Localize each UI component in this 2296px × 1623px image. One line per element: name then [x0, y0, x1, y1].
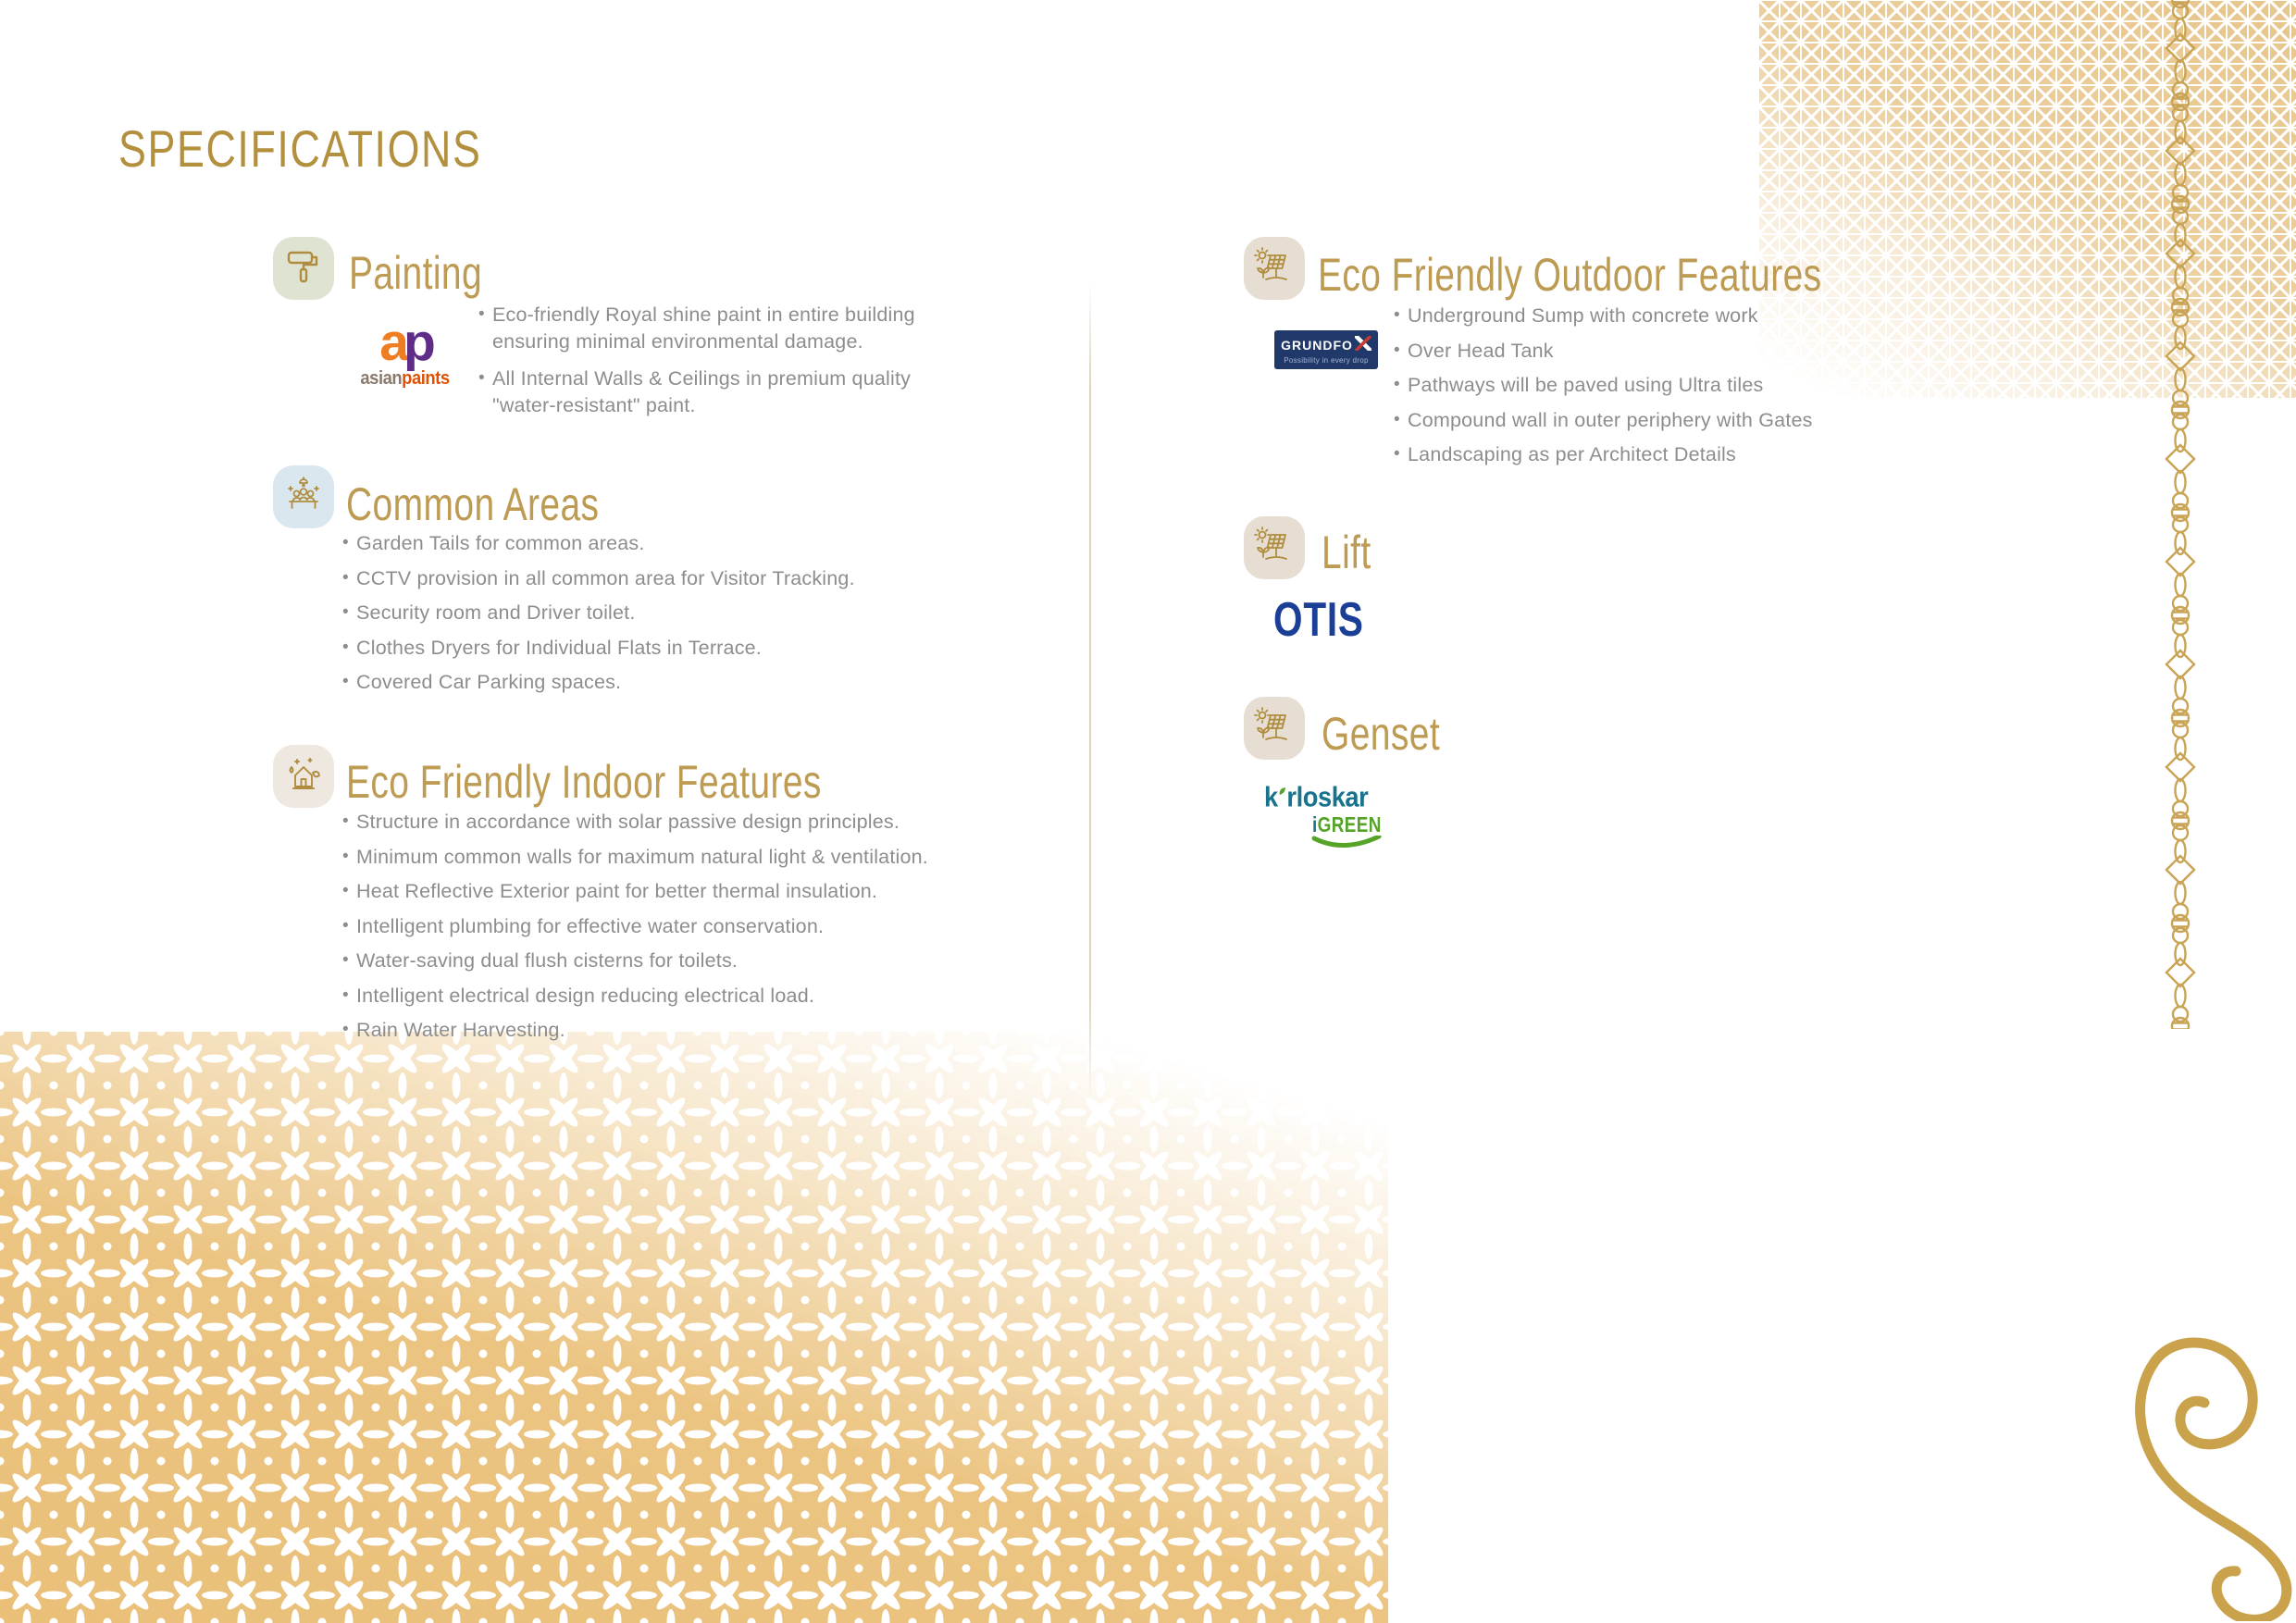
list-item [342, 844, 990, 871]
list-item [342, 530, 990, 557]
bullet-text: Security room and Driver toilet. [356, 601, 636, 624]
asianpaints-wordmark [360, 368, 450, 390]
otis-logo: OTIS [1273, 593, 1364, 647]
genset-section-title: Genset [1322, 708, 1441, 760]
solar-panel-icon [1252, 244, 1297, 293]
solar-panel-icon [1252, 704, 1297, 753]
list-item [342, 635, 990, 662]
bullet-text: Clothes Dryers for Individual Flats in Terrace. [356, 636, 762, 659]
eco-outdoor-bullets [1394, 303, 1967, 477]
list-item [1394, 372, 1967, 399]
list-item [478, 365, 978, 418]
asianpaints-word-asian: asian [360, 368, 403, 389]
bullet-text: CCTV provision in all common area for Visitor Tracking. [356, 566, 855, 589]
asianpaints-word-paints: paints [402, 368, 450, 389]
bullet-text: Over Head Tank [1408, 339, 1554, 362]
common-areas-section-icon [273, 465, 334, 528]
painting-section-icon [273, 237, 334, 300]
list-item [342, 983, 990, 1010]
bullet-text: Underground Sump with concrete work [1408, 304, 1758, 327]
list-item [1394, 338, 1967, 365]
people-bench-icon [281, 473, 326, 522]
grundfos-x-icon [1355, 336, 1371, 355]
bullet-text: Structure in accordance with solar passive design principles. [356, 811, 900, 833]
list-item [342, 600, 990, 626]
bullet-text: Eco-friendly Royal shine paint in entire building ensuring minimal environmental damage. [492, 304, 915, 353]
grundfos-logo [1274, 330, 1378, 369]
eco-house-icon [281, 752, 326, 801]
column-divider [1089, 282, 1091, 1101]
bullet-text: Water-saving dual flush cisterns for toilets. [356, 949, 738, 972]
bullet-text: Covered Car Parking spaces. [356, 671, 622, 693]
petal-pattern-bottomleft [0, 1032, 1388, 1623]
painting-bullets [478, 302, 978, 429]
bullet-text: All Internal Walls & Ceilings in premium quality "water-resistant" paint. [492, 367, 912, 416]
list-item [342, 913, 990, 940]
list-item [342, 878, 990, 905]
grundfos-tagline: Possibility in every drop [1284, 355, 1369, 365]
genset-section-icon [1244, 697, 1305, 760]
kirloskar-leaf-icon [1279, 772, 1286, 801]
eco-outdoor-section-title: Eco Friendly Outdoor Features [1318, 249, 1822, 301]
bullet-text: Intelligent plumbing for effective water conservation. [356, 914, 825, 937]
list-item [342, 669, 990, 696]
list-item [478, 302, 978, 354]
common-areas-section-title: Common Areas [346, 478, 600, 530]
lift-section-icon [1244, 516, 1305, 579]
paint-roller-icon [281, 244, 326, 293]
bullet-text: Pathways will be paved using Ultra tiles [1408, 374, 1764, 396]
chain-ornament [2143, 0, 2217, 1029]
lift-section-title: Lift [1322, 527, 1371, 578]
swirl-ornament [2121, 1332, 2296, 1621]
eco-indoor-section-icon [273, 745, 334, 808]
eco-indoor-bullets [342, 809, 990, 1052]
eco-indoor-section-title: Eco Friendly Indoor Features [346, 756, 822, 808]
asianpaints-monogram-p: p [403, 313, 430, 372]
painting-section-title: Painting [349, 247, 483, 299]
bullet-text: Landscaping as per Architect Details [1408, 443, 1736, 465]
kirloskar-igreen-i: i [1312, 812, 1318, 837]
page-title: SPECIFICATIONS [118, 119, 482, 178]
common-areas-bullets [342, 530, 990, 704]
list-item [1394, 407, 1967, 434]
bullet-text: Compound wall in outer periphery with Gates [1408, 408, 1813, 431]
kirloskar-word-rloskar: rloskar [1286, 780, 1369, 813]
bullet-text: Garden Tails for common areas. [356, 532, 645, 554]
list-item [342, 565, 990, 592]
kirloskar-wordmark [1264, 772, 1371, 812]
kirloskar-logo [1264, 772, 1386, 855]
asianpaints-logo [356, 313, 453, 390]
solar-panel-icon [1252, 524, 1297, 573]
asianpaints-monogram [356, 313, 453, 372]
list-item [342, 948, 990, 974]
asianpaints-monogram-a: a [379, 313, 403, 372]
bullet-text: Heat Reflective Exterior paint for better thermal insulation. [356, 880, 878, 902]
kirloskar-swoosh-icon [1310, 836, 1386, 855]
kirloskar-igreen-green: GREEN [1317, 812, 1382, 837]
bullet-text: Rain Water Harvesting. [356, 1019, 565, 1041]
kirloskar-igreen [1312, 812, 1382, 837]
grundfos-wordmark: GRUNDFO [1281, 338, 1353, 353]
list-item [342, 1017, 990, 1044]
list-item [342, 809, 990, 836]
kirloskar-word-k: k [1264, 780, 1278, 813]
bullet-text: Minimum common walls for maximum natural light & ventilation. [356, 845, 928, 868]
eco-outdoor-section-icon [1244, 237, 1305, 300]
bullet-text: Intelligent electrical design reducing electrical load. [356, 984, 815, 1007]
list-item [1394, 303, 1967, 329]
list-item [1394, 441, 1967, 468]
